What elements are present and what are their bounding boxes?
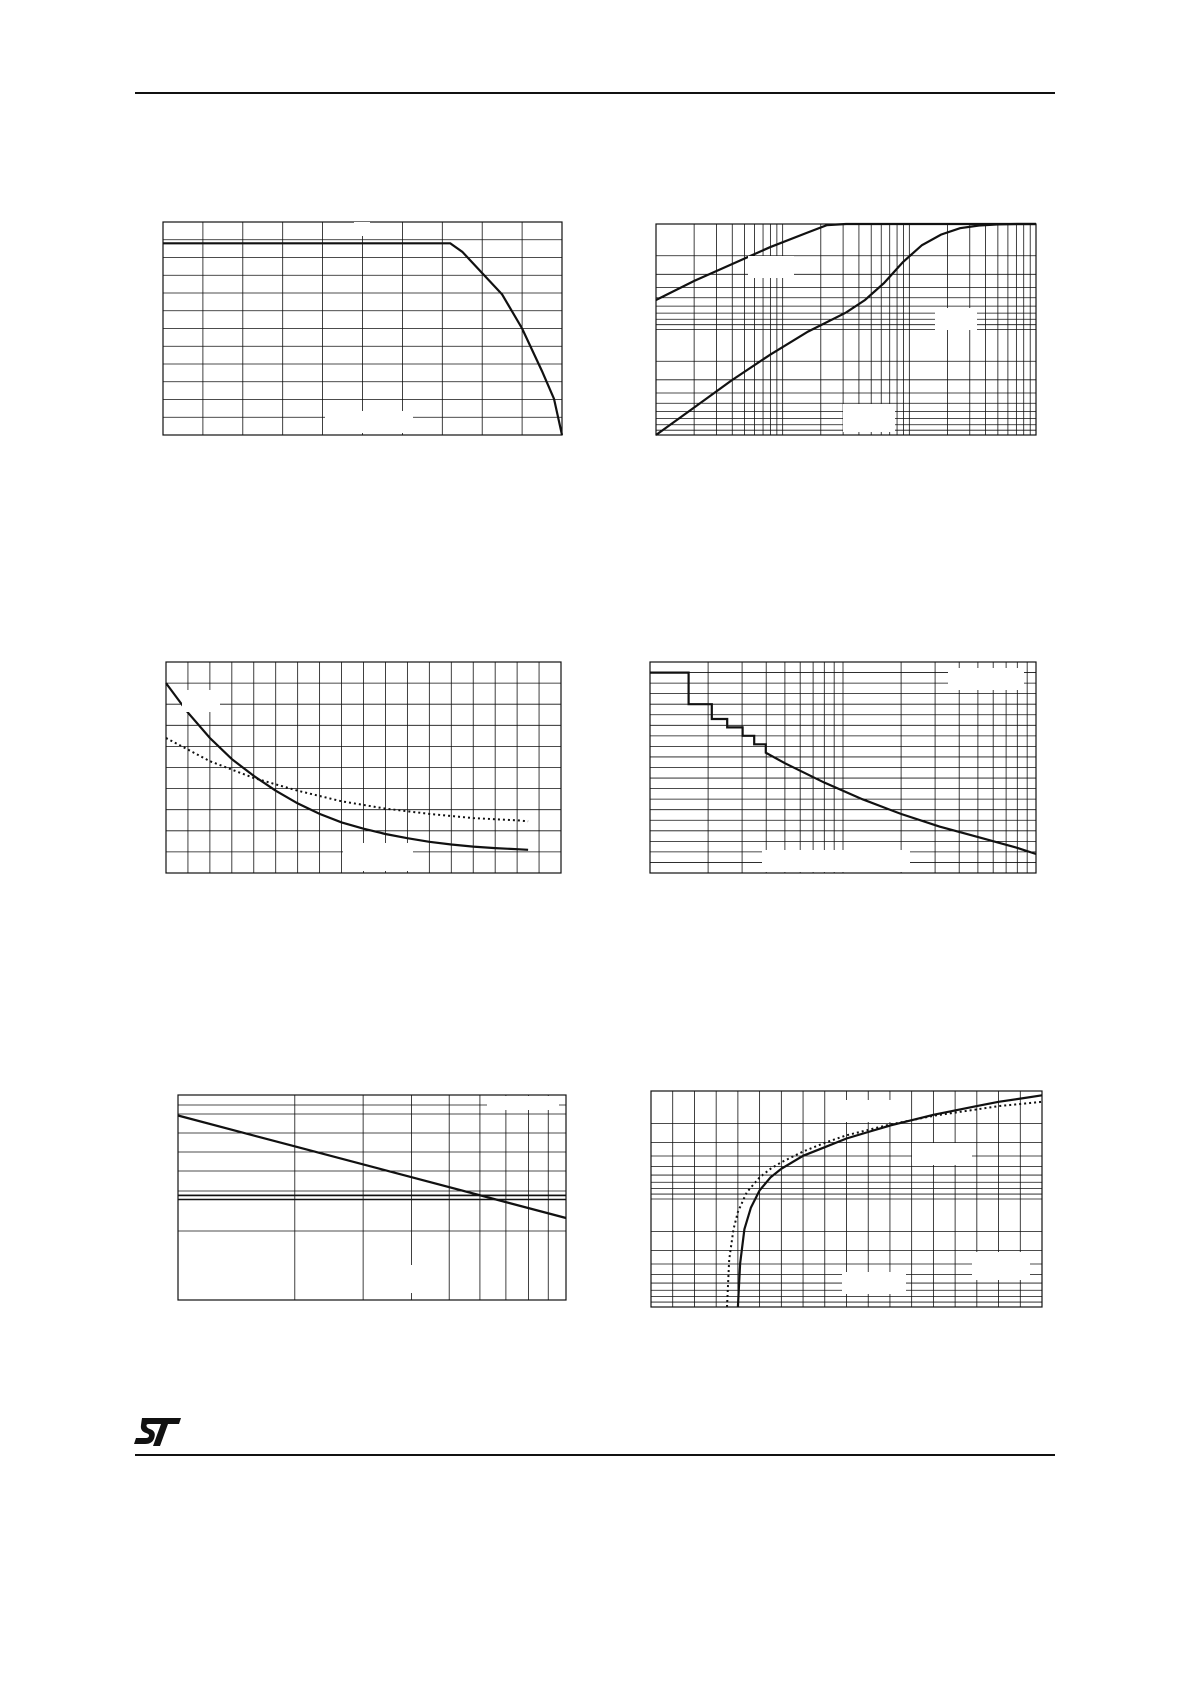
label-box [912, 1143, 972, 1165]
footer-rule [135, 1454, 1055, 1456]
st-logo [133, 1414, 183, 1448]
label-box [972, 1252, 1030, 1280]
label-box [840, 1100, 892, 1122]
label-box [842, 1272, 906, 1294]
